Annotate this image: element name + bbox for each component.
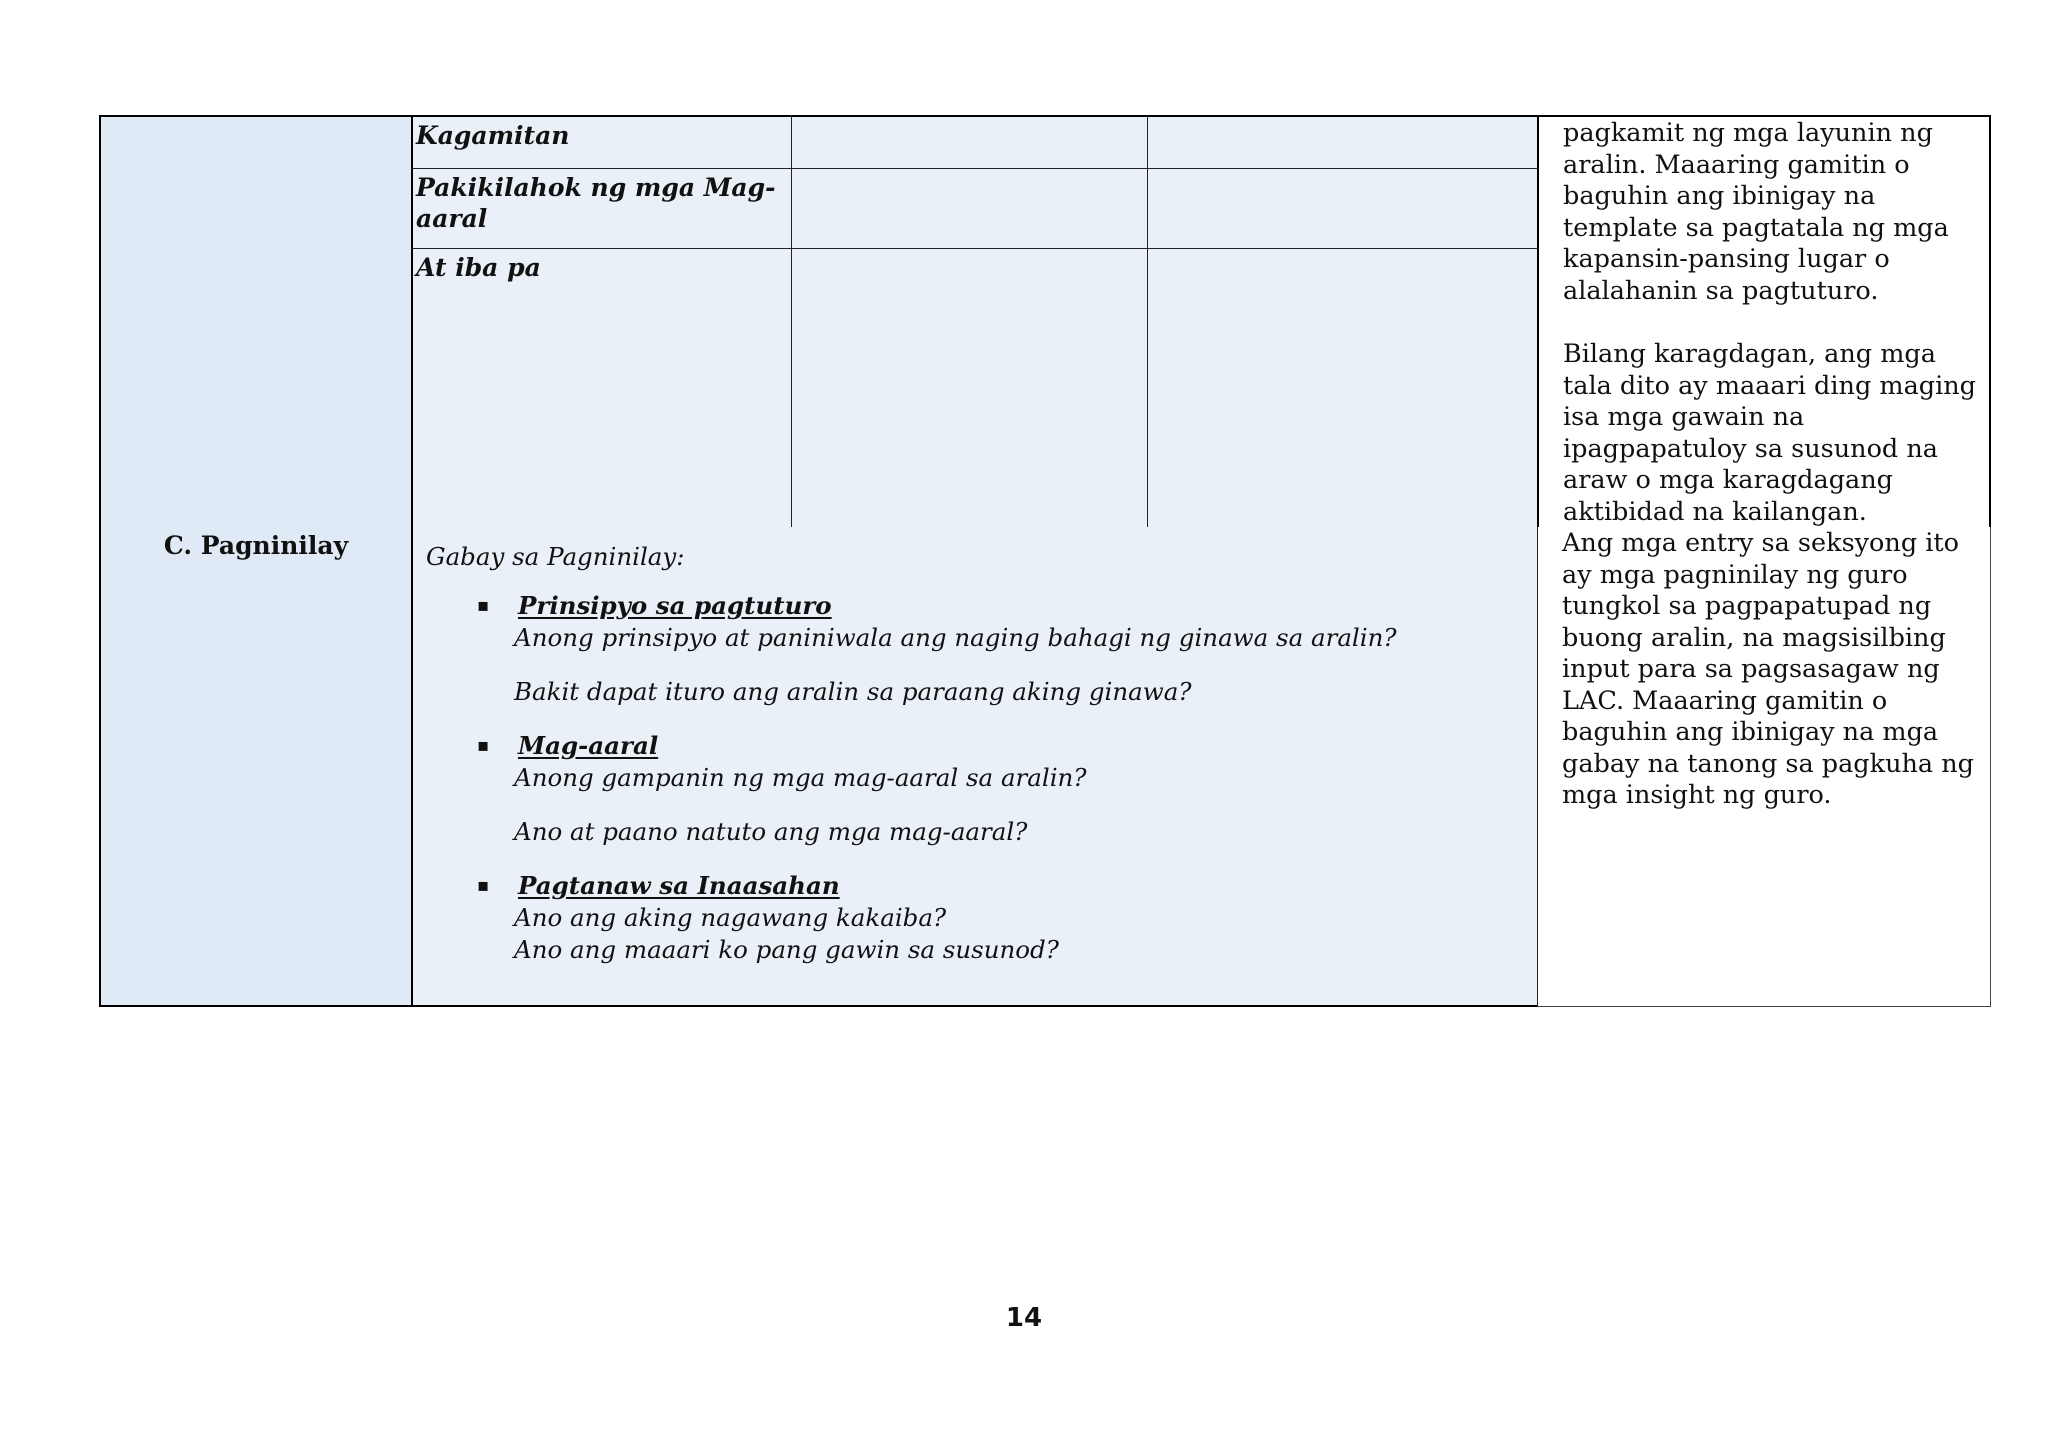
page-number: 14 bbox=[1005, 1303, 1043, 1333]
guide-intro: Gabay sa Pagninilay: bbox=[426, 542, 685, 571]
notes-paragraph-2: Bilang karagdagan, ang mga tala dito ay maaari ding maging isa mga gawain na ipagpapatuloy sa susunod na araw o mga karagdagang aktibidad na kailangan. bbox=[1563, 339, 1976, 527]
kagamitan-cell-2 bbox=[791, 115, 1148, 169]
kagamitan-label: Kagamitan bbox=[416, 121, 570, 150]
guide-item-1-line-1: Anong prinsipyo at paniniwala ang naging bahagi ng ginawa sa aralin? bbox=[514, 623, 1397, 652]
bullet-square-icon: ▪ bbox=[477, 595, 490, 616]
at-iba-pa-cell-3 bbox=[1148, 249, 1539, 529]
guide-item-1-line-2: Bakit dapat ituro ang aralin sa paraang aking ginawa? bbox=[514, 677, 1192, 706]
pakikilahok-label: Pakikilahok ng mga Mag-aaral bbox=[416, 173, 776, 233]
guide-item-3-line-2: Ano ang maaari ko pang gawin sa susunod? bbox=[514, 935, 1059, 964]
pakikilahok-cell-3 bbox=[1148, 169, 1539, 249]
guide-item-3-title: Pagtanaw sa Inaasahan bbox=[518, 871, 840, 900]
kagamitan-label-cell bbox=[413, 115, 791, 169]
lesson-plan-table bbox=[99, 115, 1991, 1007]
guide-item-1-title: Prinsipyo sa pagtuturo bbox=[518, 591, 832, 620]
pagninilay-label-cell bbox=[99, 527, 413, 1007]
pagninilay-label: C. Pagninilay bbox=[163, 531, 349, 560]
at-iba-pa-cell-2 bbox=[791, 249, 1148, 529]
pagninilay-guide-cell bbox=[413, 527, 1539, 1007]
guide-item-3-line-1: Ano ang aking nagawang kakaiba? bbox=[514, 903, 947, 932]
pagninilay-note: Ang mga entry sa seksyong ito ay mga pagninilay ng guro tungkol sa pagpapatupad ng buong aralin, na magsisilbing input para sa pagsasagaw ng LAC. Maaaring gamitin o baguhin ang ibinigay na mga gabay na tanong sa pagkuha ng mga insight ng guro. bbox=[1562, 528, 1974, 810]
at-iba-pa-label: At iba pa bbox=[416, 253, 541, 282]
kagamitan-cell-3 bbox=[1148, 115, 1539, 169]
top-section-notes-cell bbox=[1537, 115, 1991, 529]
guide-item-2-line-1: Anong gampanin ng mga mag-aaral sa aralin? bbox=[514, 763, 1087, 792]
guide-item-2-title: Mag-aaral bbox=[518, 731, 659, 760]
pagninilay-notes-cell bbox=[1537, 527, 1991, 1007]
guide-item-2-line-2: Ano at paano natuto ang mga mag-aaral? bbox=[514, 817, 1028, 846]
at-iba-pa-label-cell bbox=[413, 249, 791, 529]
bullet-square-icon: ▪ bbox=[477, 875, 490, 896]
top-section-label-cell bbox=[99, 115, 413, 529]
pakikilahok-cell-2 bbox=[791, 169, 1148, 249]
notes-paragraph-1: pagkamit ng mga layunin ng aralin. Maaaring gamitin o baguhin ang ibinigay na template sa pagtatala ng mga kapansin-pansing lugar o alalahanin sa pagtuturo. bbox=[1563, 118, 1949, 306]
bullet-square-icon: ▪ bbox=[477, 735, 490, 756]
pakikilahok-label-cell bbox=[413, 169, 791, 249]
